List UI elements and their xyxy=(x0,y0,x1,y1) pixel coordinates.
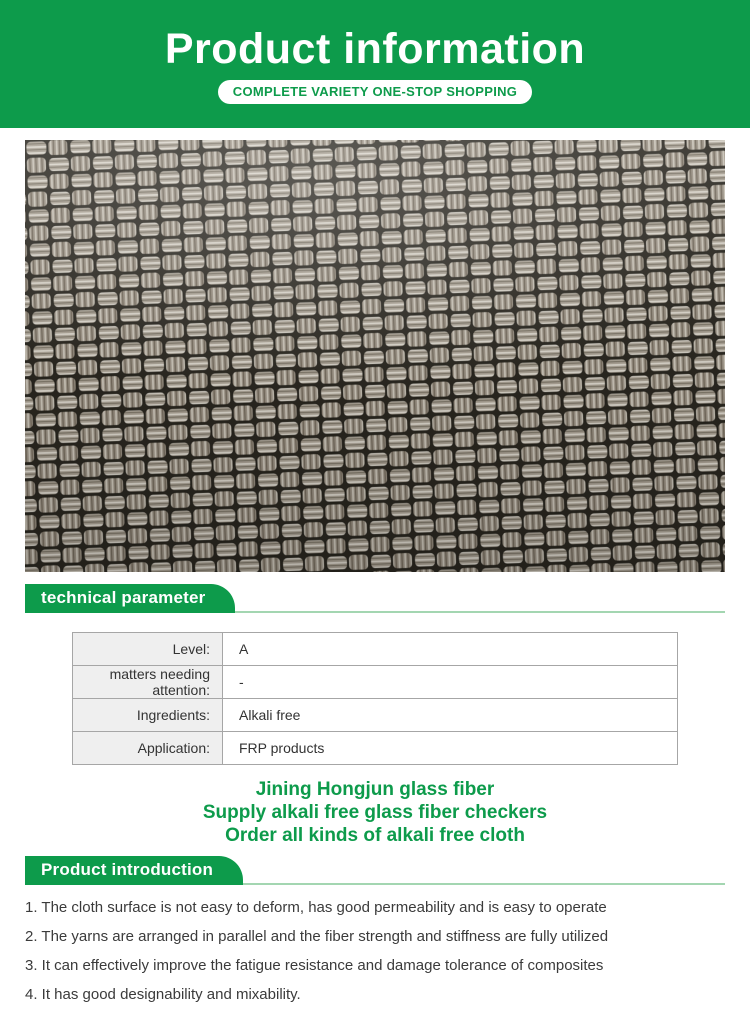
table-row xyxy=(73,633,678,666)
header-banner xyxy=(0,0,750,128)
table-row xyxy=(73,732,678,765)
row-value: Alkali free xyxy=(223,699,678,732)
row-label: matters needing attention: xyxy=(73,666,223,699)
table-row xyxy=(73,666,678,699)
brand-slogan xyxy=(0,778,750,847)
row-value: FRP products xyxy=(223,732,678,765)
header-badge: COMPLETE VARIETY ONE-STOP SHOPPING xyxy=(218,80,532,104)
list-item: 2. The yarns are arranged in parallel and the fiber strength and stiffness are fully utilized xyxy=(25,928,609,945)
table-row xyxy=(73,699,678,732)
product-photo xyxy=(25,140,725,572)
list-item: 4. It has good designability and mixability. xyxy=(25,986,301,1003)
introduction-list xyxy=(25,893,730,1009)
technical-parameter-ribbon: technical parameter xyxy=(25,584,235,613)
list-item: 3. It can effectively improve the fatigue resistance and damage tolerance of composites xyxy=(25,957,604,974)
page-title: Product information xyxy=(164,25,586,74)
row-label: Ingredients: xyxy=(73,699,223,732)
technical-parameter-table xyxy=(72,632,678,765)
list-item: 1. The cloth surface is not easy to deform, has good permeability and is easy to operate xyxy=(25,899,607,916)
section-heading-technical-parameter xyxy=(25,586,725,613)
row-value: A xyxy=(223,633,678,666)
row-label: Application: xyxy=(73,732,223,765)
row-label: Level: xyxy=(73,633,223,666)
product-introduction-ribbon: Product introduction xyxy=(25,856,243,885)
fabric-weave-graphic xyxy=(25,140,725,572)
slogan-line: Supply alkali free glass fiber checkers xyxy=(202,802,548,823)
section-heading-product-introduction xyxy=(25,858,725,885)
row-value: - xyxy=(223,666,678,699)
slogan-line: Order all kinds of alkali free cloth xyxy=(225,825,525,846)
slogan-line: Jining Hongjun glass fiber xyxy=(255,779,495,800)
technical-parameter-table-body xyxy=(73,633,678,765)
